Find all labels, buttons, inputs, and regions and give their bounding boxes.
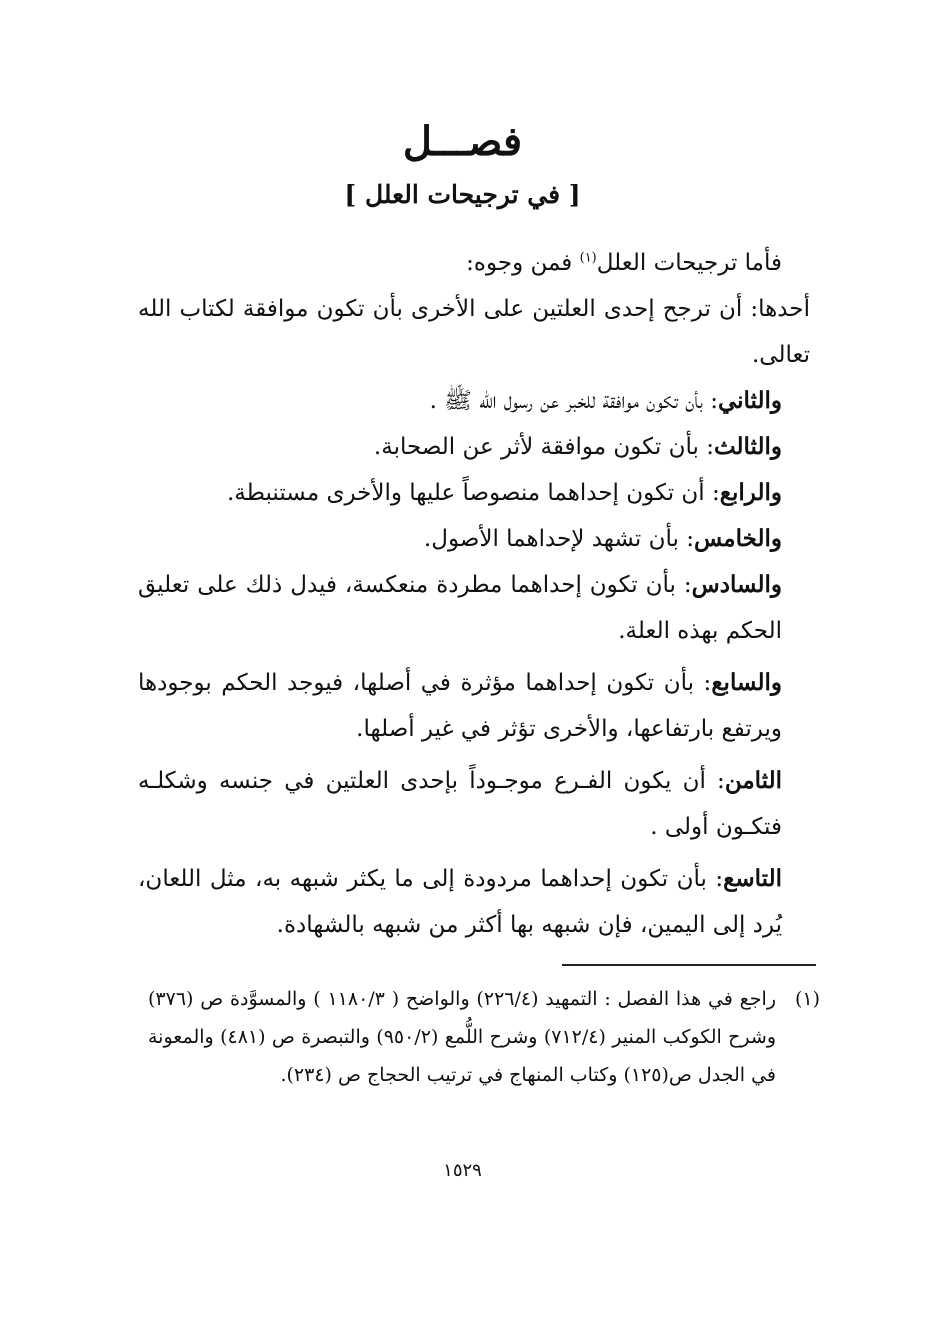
paragraph-8 (138, 758, 810, 850)
paragraph-text: : بأن تكون موافقة للخبر عن رسول الله ﷺ . (429, 388, 718, 414)
paragraph-1: أحدها: أن ترجح إحدى العلتين على الأخرى بأن تكون موافقة لكتاب الله تعالى. (138, 296, 810, 368)
footnote-number: (١) (794, 988, 820, 1010)
ordinal-label: التاسع (723, 865, 782, 892)
paragraph-text: : بأن تكون إحداهما مردودة إلى ما يكثر شبهه به، مثل اللعان، يُرد إلى اليمين، فإن شبهه بها أكثر من شبهه بالشهادة. (138, 866, 782, 938)
footnote-1 (148, 980, 820, 1094)
ordinal-label: والثالث (713, 433, 782, 460)
ordinal-label: والسادس (691, 571, 782, 598)
intro-paragraph (138, 240, 810, 286)
paragraph-5 (138, 516, 810, 562)
paragraph-7 (138, 660, 810, 752)
chapter-subtitle: [ في ترجيحات العلل ] (344, 180, 581, 209)
ordinal-label: الثامن (724, 767, 782, 794)
footnotes-section (148, 980, 820, 1094)
paragraph-9 (138, 856, 810, 948)
paragraph-text: : بأن تشهد لإحداهما الأصول. (423, 526, 694, 552)
ordinal-label: والرابع (719, 479, 782, 506)
paragraph-4 (138, 470, 810, 516)
ordinal-label: والثاني (717, 387, 782, 414)
footnote-reference: (١) (579, 250, 597, 266)
footnote-text: راجع في هذا الفصل : التمهيد (٢٢٦/٤) والواضح ( ١١٨٠/٣ ) والمسوَّدة ص (٣٧٦) وشرح الكوكب المنير (٧١٢/٤) وشرح اللُّمع (٩٥٠/٢) والتبصرة ص (٤٨١) والمعونة في الجدل ص(١٢٥) وكتاب المنهاج في ترتيب الحجاج ص (٢٣٤). (148, 988, 776, 1086)
ordinal-label: والخامس (693, 525, 782, 552)
paragraph-3 (138, 424, 810, 470)
intro-text: فأما ترجيحات العلل (596, 250, 782, 276)
paragraph-text: : بأن تكون موافقة لأثر عن الصحابة. (373, 434, 714, 460)
ordinal-label: والسابع (711, 669, 782, 696)
chapter-title: فصـــل (402, 118, 523, 165)
main-text (138, 240, 810, 948)
paragraph-text: : أن تكون إحداهما منصوصاً عليها والأخرى مستنبطة. (226, 480, 720, 506)
footnote-divider (562, 964, 816, 966)
paragraph-6 (138, 562, 810, 654)
paragraph-text: : بأن تكون إحداهما مؤثرة في أصلها، فيوجد الحكم بوجودها ويرتفع بارتفاعها، والأخرى تؤثر في غير أصلها. (138, 670, 782, 742)
paragraph-2 (138, 378, 810, 424)
intro-text-end: فمن وجوه: (466, 250, 580, 276)
paragraph-text: : أن يكون الفـرع موجـوداً بإحدى العلتين في جنسه وشكلـه فتكـون أولى . (138, 768, 782, 840)
page-number: ١٥٢٩ (443, 1160, 482, 1181)
paragraph-text: : بأن تكون إحداهما مطردة منعكسة، فيدل ذلك على تعليق الحكم بهذه العلة. (138, 572, 782, 644)
